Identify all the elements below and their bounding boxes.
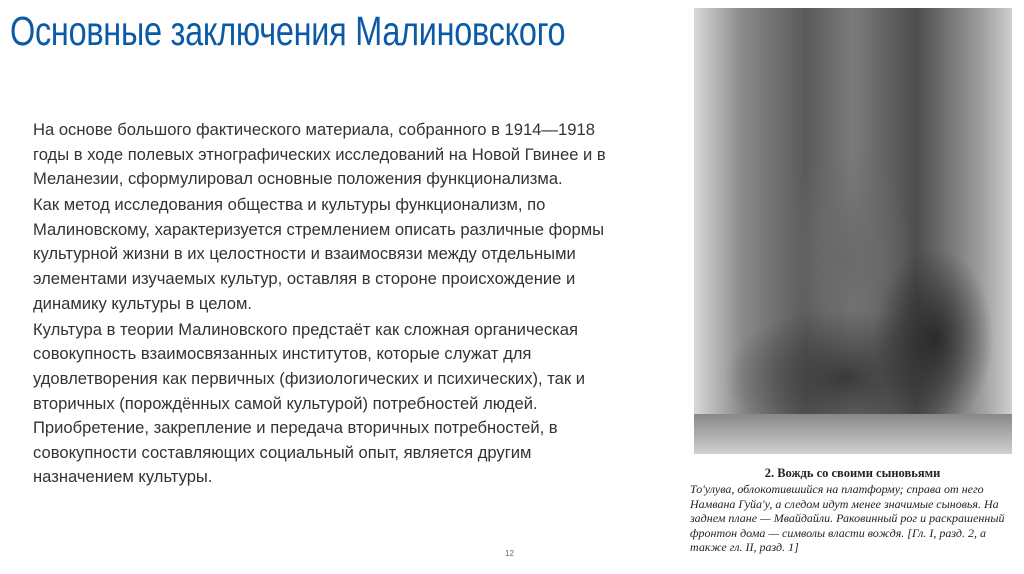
photo-caption — [690, 466, 1015, 555]
paragraph: На основе большого фактического материала, собранного в 1914—1918 годы в ходе полевых этнографических исследований на Новой Гвинее и в Меланезии, сформулировал основные положения функционализма. — [33, 120, 606, 189]
caption-text: То'улува, облокотившийся на платформу; справа от него Намвана Гуйа'у, а следом идут менее значимые сыновья. На заднем плане — Мвайдайли. Раковинный рог и раскрашенный фронтон дома — символы власти вождя. [Гл. I, разд. 2, а также гл. II, разд. 1] — [690, 482, 1005, 554]
historical-photo — [694, 8, 1012, 454]
page-number: 12 — [505, 549, 514, 558]
paragraph: Культура в теории Малиновского предстаёт как сложная органическая совокупность взаимосвязанных институтов, которые служат для удовлетворения как первичных (физиологических и психических), так и вторичных (порождённых самой культурой) потребностей людей. Приобретение, закрепление и передача вторичных потребностей, в совокупности составляющих социальный опыт, является другим назначением культуры. — [33, 319, 586, 487]
paragraph: Как метод исследования общества и культуры функционализм, по Малиновскому, характеризуется стремлением описать различные формы культурной жизни в их целостности и взаимосвязи между отдельными элементами изучаемых культур, оставляя в стороне происхождение и динамику культуры в целом. — [33, 195, 605, 313]
slide-body — [33, 118, 633, 491]
slide-title: Основные заключения Малиновского — [10, 8, 566, 54]
caption-title: 2. Вождь со своими сыновьями — [764, 466, 941, 480]
